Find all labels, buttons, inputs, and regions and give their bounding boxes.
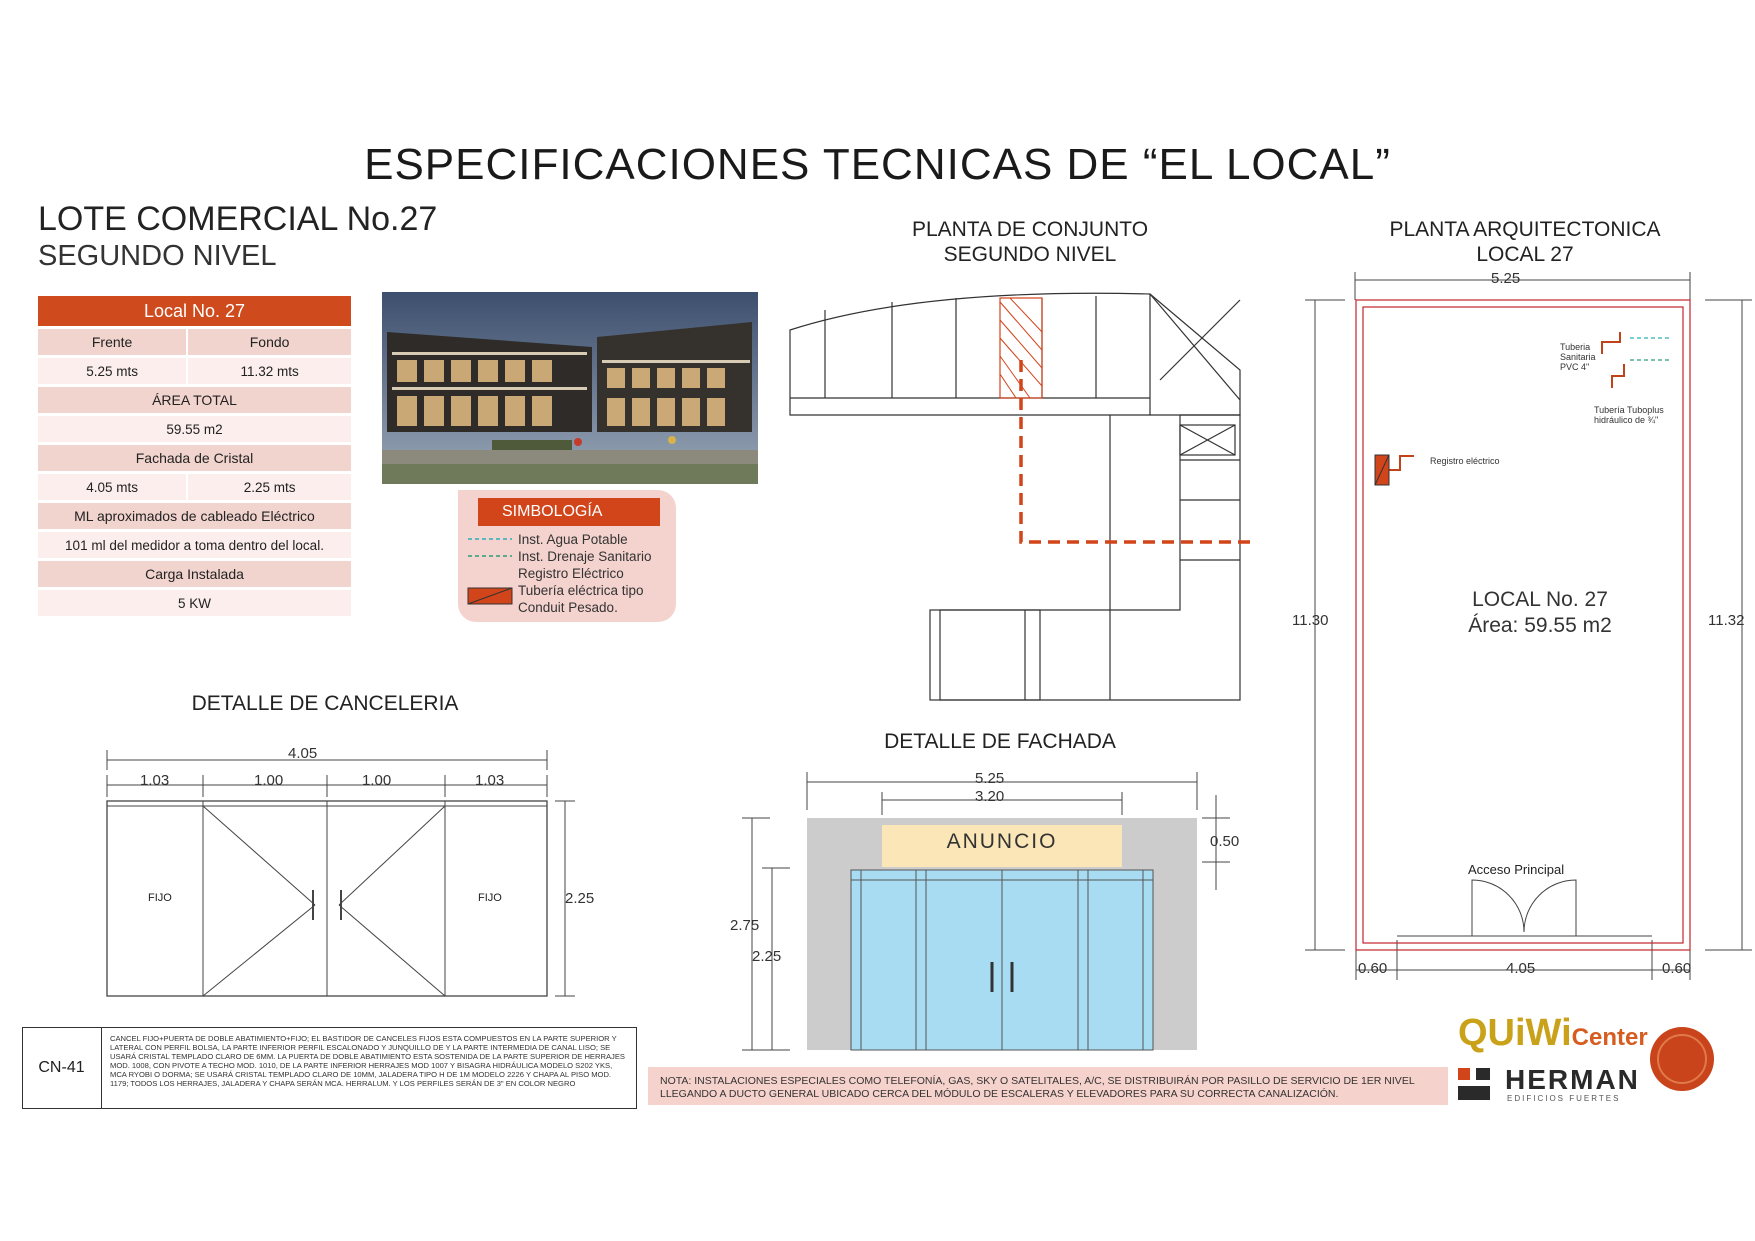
cn-code: CN-41 xyxy=(22,1027,102,1109)
canceleria-total: 4.05 xyxy=(288,745,318,762)
herman-logo-icon xyxy=(1458,1068,1490,1100)
herman-logo-subtitle: EDIFICIOS FUERTES xyxy=(1507,1094,1621,1103)
simbologia-conduit: Conduit Pesado. xyxy=(518,600,618,615)
arq-side-a: 0.60 xyxy=(1358,960,1388,977)
tuberia-sanitaria-label: Tuberia Sanitaria PVC 4" xyxy=(1560,342,1596,372)
simbologia-agua: Inst. Agua Potable xyxy=(518,532,628,547)
frente-value: 5.25 mts xyxy=(38,358,188,384)
lote-title: LOTE COMERCIAL No.27 xyxy=(38,200,438,238)
arq-local-label: LOCAL No. 27 xyxy=(1472,588,1608,611)
building-rendering xyxy=(382,292,758,484)
spec-header: Local No. 27 xyxy=(38,296,351,326)
fachada-h2: 2.75 xyxy=(730,917,760,934)
carga-label: Carga Instalada xyxy=(38,561,351,587)
fachada-height: 2.25 mts xyxy=(188,474,351,500)
planta-arq-subtitle: LOCAL 27 xyxy=(1476,243,1574,266)
page-title: ESPECIFICACIONES TECNICAS DE “EL LOCAL” xyxy=(364,140,1391,189)
canceleria-drawing xyxy=(95,745,615,1005)
ml-label: ML aproximados de cableado Eléctrico xyxy=(38,503,351,529)
area-value: 59.55 m2 xyxy=(38,416,351,442)
planta-conjunto-subtitle: SEGUNDO NIVEL xyxy=(943,243,1117,266)
fondo-value: 11.32 mts xyxy=(188,358,351,384)
tuberia-tuboplus-label: Tubería Tuboplus hidráulico de ¾" xyxy=(1594,405,1664,425)
canceleria-seg-3: 1.00 xyxy=(362,772,392,789)
fachada-label: Fachada de Cristal xyxy=(38,445,351,471)
registro-electrico-label: Registro eléctrico xyxy=(1430,456,1500,466)
canceleria-height: 2.25 xyxy=(565,890,595,907)
arq-top-dim: 5.25 xyxy=(1491,270,1521,287)
fachada-title: DETALLE DE FACHADA xyxy=(884,730,1116,753)
fondo-label: Fondo xyxy=(188,329,351,355)
fachada-w1: 5.25 xyxy=(975,770,1005,787)
ml-value: 101 ml del medidor a toma dentro del local. xyxy=(38,532,351,558)
canceleria-seg-2: 1.00 xyxy=(254,772,284,789)
simbologia-drenaje: Inst. Drenaje Sanitario xyxy=(518,549,652,564)
herman-logo-text: HERMAN xyxy=(1505,1064,1640,1095)
cn-description: CANCEL FIJO+PUERTA DE DOBLE ABATIMIENTO+FIJO; EL BASTIDOR DE CANCELES FIJOS ESTA COMPUESTOS EN LA PARTE SUPERIOR Y LATERAL CON PERFIL BOLSA, LA PARTE INFERIOR PERFIL ESCALONADO Y JUNQUILLO DE Y LA PARTE INTERMEDIA DE CANAL LISO; SE USARÁ CRISTAL TEMPLADO CLARO DE 6MM. LA PUERTA DE DOBLE ABATIMIENTO ESTA SOSTENIDA DE LA PARTE SUPERIOR DE HERRAJES MOD. 1008, CON PIVOTE A TECHO MOD. 1010, DE LA PARTE INFERIOR HERRAJES MOD 1007 Y BISAGRA HIDRÁULICA MODELO S202 YKS, MCA RYOBI O DORMA; SE USARÁ CRISTAL TEMPLADO CLARO DE 10MM, JALADERA TIPO H DE 1M MODELO 2226 Y CHAPA AL PISO MOD. 1179; TODOS LOS HERRAJES, JALADERA Y CHAPA SERÁN MCA. HERRALUM. Y LOS PERFILES SERÁN DE 3" EN COLOR NEGRO xyxy=(110,1034,625,1088)
fachada-width: 4.05 mts xyxy=(38,474,188,500)
planta-arq-title: PLANTA ARQUITECTONICA xyxy=(1389,218,1661,241)
site-plan-drawing xyxy=(780,280,1250,710)
carga-value: 5 KW xyxy=(38,590,351,616)
quiwi-emblem-icon xyxy=(1648,1025,1716,1093)
fachada-h3: 2.25 xyxy=(752,948,782,965)
fachada-drawing xyxy=(730,770,1250,1060)
canceleria-title: DETALLE DE CANCELERIA xyxy=(191,692,459,715)
area-label: ÁREA TOTAL xyxy=(38,387,351,413)
arq-left-dim: 11.30 xyxy=(1292,612,1329,629)
installation-note: NOTA: INSTALACIONES ESPECIALES COMO TELEFONÍA, GAS, SKY O SATELITALES, A/C, SE DISTRIBUIRÁN POR PASILLO DE SERVICIO DE 1ER NIVEL LLEGANDO A DUCTO GENERAL UBICADO CERCA DEL MÓDULO DE ESCALERAS Y ELEVADORES PARA SU CORRECTA CANALIZACIÓN. xyxy=(648,1067,1448,1105)
quiwi-logo: QUiWiCenter xyxy=(1458,1012,1648,1054)
fijo-left-label: FIJO xyxy=(148,892,172,904)
arq-right-dim: 11.32 xyxy=(1708,612,1745,629)
simbologia-symbols xyxy=(466,530,516,620)
canceleria-seg-4: 1.03 xyxy=(475,772,505,789)
nivel-subtitle: SEGUNDO NIVEL xyxy=(38,240,277,272)
simbologia-registro: Registro Eléctrico xyxy=(518,566,624,581)
frente-label: Frente xyxy=(38,329,188,355)
canceleria-seg-1: 1.03 xyxy=(140,772,170,789)
simbologia-title: SIMBOLOGÍA xyxy=(478,498,660,526)
spec-table xyxy=(38,293,351,619)
fachada-h1: 0.50 xyxy=(1210,833,1240,850)
fijo-right-label: FIJO xyxy=(478,892,502,904)
arq-area-label: Área: 59.55 m2 xyxy=(1468,614,1612,637)
planta-conjunto-title: PLANTA DE CONJUNTO xyxy=(911,218,1149,241)
arq-bottom-dim: 4.05 xyxy=(1506,960,1536,977)
anuncio-label: ANUNCIO xyxy=(946,830,1058,853)
acceso-principal-label: Acceso Principal xyxy=(1468,862,1565,877)
fachada-w2: 3.20 xyxy=(975,788,1005,805)
arq-side-b: 0.60 xyxy=(1662,960,1692,977)
simbologia-tuberia: Tubería eléctrica tipo xyxy=(518,583,644,598)
